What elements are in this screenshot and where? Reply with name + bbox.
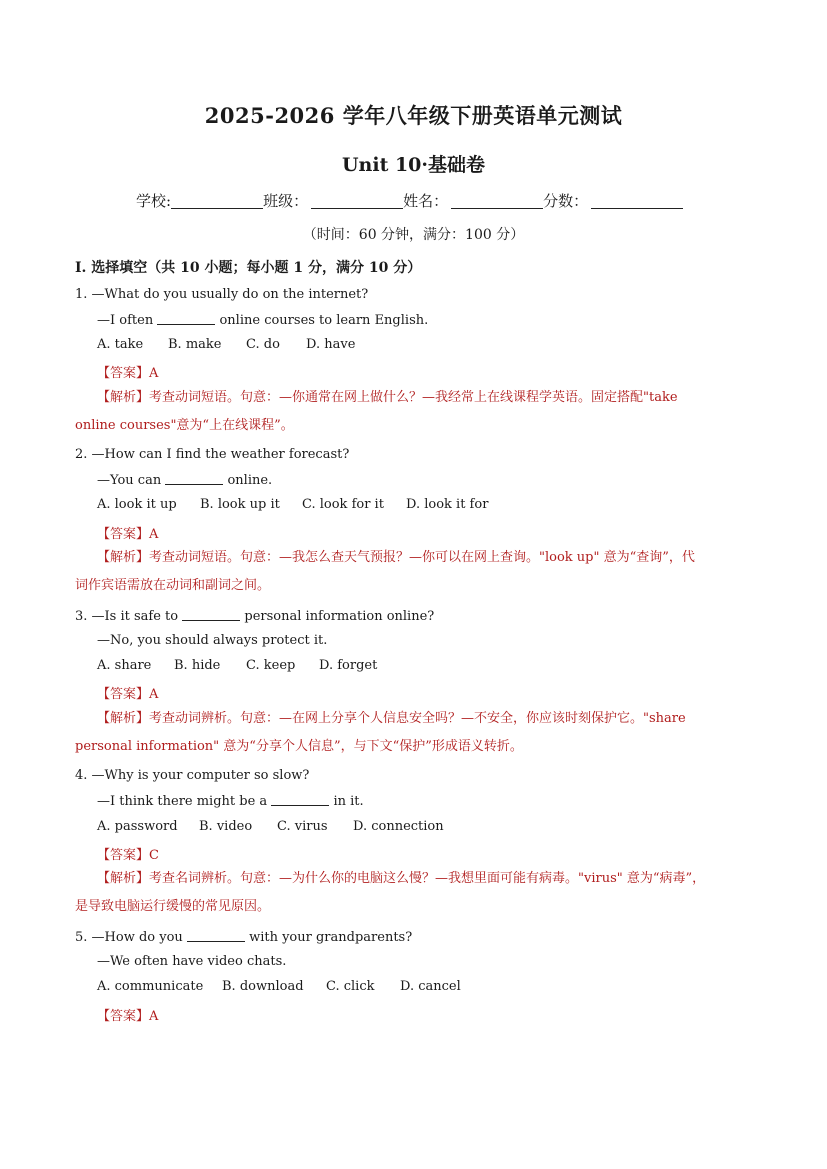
- question-2-explanation: [75, 544, 755, 600]
- prompt-text: personal information online?: [244, 609, 435, 624]
- class-label: 班级：: [263, 192, 309, 210]
- answer-blank[interactable]: [187, 929, 245, 942]
- option-b[interactable]: B. make: [168, 337, 222, 352]
- response-text: —You can: [97, 473, 162, 488]
- response-text: online courses to learn English.: [219, 313, 429, 328]
- question-1-prompt: 1. —What do you usually do on the internet?: [75, 287, 369, 302]
- question-3-answer: 【答案】A: [97, 687, 159, 702]
- class-field[interactable]: [311, 192, 403, 209]
- answer-blank[interactable]: [165, 472, 223, 485]
- response-text: online.: [227, 473, 273, 488]
- score-label: 分数：: [543, 192, 589, 210]
- explanation-line: online courses"意为“上在线课程”。: [75, 418, 294, 433]
- answer-blank[interactable]: [271, 793, 329, 806]
- question-3-explanation: [75, 705, 755, 761]
- response-text: —I often: [97, 313, 154, 328]
- option-a[interactable]: A. take: [97, 337, 144, 352]
- question-1-options: [97, 337, 355, 352]
- school-field[interactable]: [171, 192, 263, 209]
- question-3-response: —No, you should always protect it.: [97, 633, 328, 648]
- option-a[interactable]: A. share: [97, 658, 152, 673]
- option-d[interactable]: D. have: [306, 337, 356, 352]
- school-label: 学校:: [136, 192, 172, 210]
- option-a[interactable]: A. communicate: [97, 979, 204, 994]
- option-c[interactable]: C. virus: [277, 819, 328, 834]
- question-5-options: [97, 979, 461, 994]
- question-4-response: [97, 793, 364, 809]
- score-field[interactable]: [591, 192, 683, 209]
- question-1-explanation: [75, 384, 755, 440]
- question-4-answer: 【答案】C: [97, 848, 159, 863]
- question-2-options: [97, 497, 488, 512]
- option-b[interactable]: B. video: [199, 819, 253, 834]
- question-3-options: [97, 658, 377, 673]
- response-text: in it.: [333, 794, 364, 809]
- option-c[interactable]: C. click: [326, 979, 375, 994]
- explanation-line: 【解析】考查动词短语。句意：—你通常在网上做什么？—我经常上在线课程学英语。固定搭配"take: [97, 390, 678, 405]
- question-2-prompt: 2. —How can I find the weather forecast?: [75, 447, 350, 462]
- explanation-line: 词作宾语需放在动词和副词之间。: [75, 578, 271, 593]
- explanation-line: 【解析】考查名词辨析。句意：—为什么你的电脑这么慢？—我想里面可能有病毒。"virus" 意为“病毒”，: [97, 871, 706, 886]
- question-1-response: [97, 312, 428, 328]
- option-d[interactable]: D. look it for: [406, 497, 489, 512]
- question-1-answer: 【答案】A: [97, 366, 159, 381]
- prompt-text: with your grandparents?: [249, 930, 413, 945]
- question-4-prompt: 4. —Why is your computer so slow?: [75, 768, 310, 783]
- explanation-line: 【解析】考查动词短语。句意：—我怎么查天气预报？—你可以在网上查询。"look up" 意为“查询”，代: [97, 550, 695, 565]
- prompt-text: 5. —How do you: [75, 930, 183, 945]
- answer-blank[interactable]: [157, 312, 215, 325]
- explanation-line: personal information" 意为“分享个人信息”，与下文“保护”形成语义转折。: [75, 739, 523, 754]
- option-c[interactable]: C. look for it: [302, 497, 384, 512]
- page-title: 2025-2026 学年八年级下册英语单元测试: [204, 103, 623, 128]
- option-a[interactable]: A. look it up: [97, 497, 177, 512]
- option-d[interactable]: D. forget: [319, 658, 378, 673]
- question-3-prompt: [75, 608, 434, 624]
- option-b[interactable]: B. hide: [174, 658, 221, 673]
- option-d[interactable]: D. connection: [353, 819, 444, 834]
- page-subtitle: Unit 10·基础卷: [341, 154, 486, 176]
- option-c[interactable]: C. do: [246, 337, 280, 352]
- section-title: I. 选择填空（共 10 小题；每小题 1 分，满分 10 分）: [75, 260, 422, 276]
- explanation-line: 是导致电脑运行缓慢的常见原因。: [75, 899, 271, 914]
- option-a[interactable]: A. password: [97, 819, 178, 834]
- option-b[interactable]: B. download: [222, 979, 304, 994]
- option-c[interactable]: C. keep: [246, 658, 296, 673]
- time-note: （时间：60 分钟，满分：100 分）: [302, 227, 525, 243]
- question-4-options: [97, 819, 444, 834]
- option-b[interactable]: B. look up it: [200, 497, 280, 512]
- response-text: —I think there might be a: [97, 794, 268, 809]
- prompt-text: 3. —Is it safe to: [75, 609, 179, 624]
- explanation-line: 【解析】考查动词辨析。句意：—在网上分享个人信息安全吗？—不安全，你应该时刻保护它。"share: [97, 711, 686, 726]
- question-2-answer: 【答案】A: [97, 527, 159, 542]
- student-info-line: [136, 190, 683, 211]
- question-5-response: —We often have video chats.: [97, 954, 287, 969]
- question-5-prompt: [75, 929, 412, 945]
- name-label: 姓名：: [403, 192, 449, 210]
- name-field[interactable]: [451, 192, 543, 209]
- option-d[interactable]: D. cancel: [400, 979, 461, 994]
- question-4-explanation: [75, 865, 755, 921]
- answer-blank[interactable]: [182, 608, 240, 621]
- question-5-answer: 【答案】A: [97, 1009, 159, 1024]
- question-2-response: [97, 472, 272, 488]
